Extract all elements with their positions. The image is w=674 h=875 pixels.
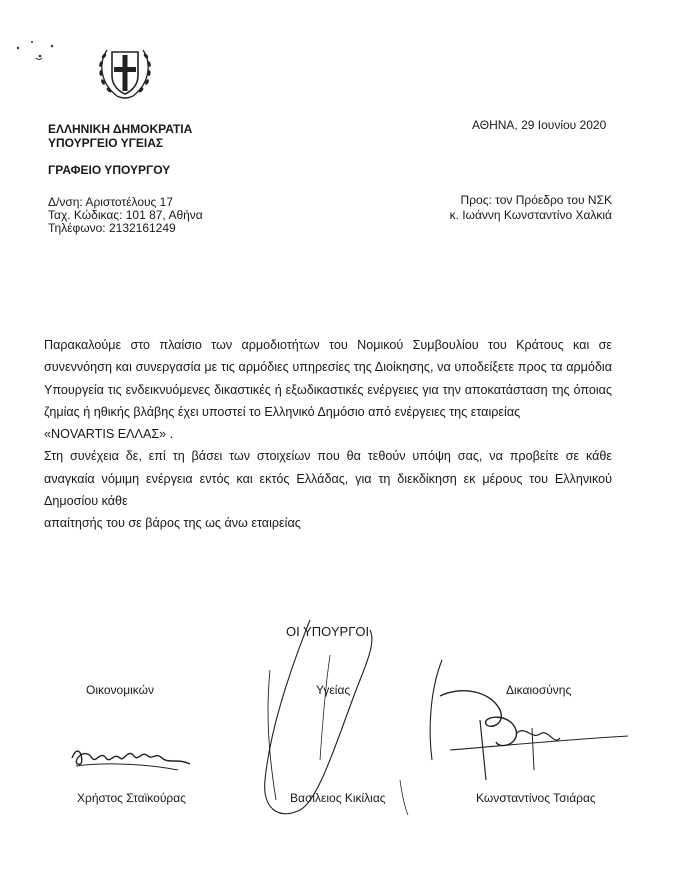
body-paragraph-1-end: «NOVARTIS ΕΛΛΑΣ» . xyxy=(44,427,174,442)
coat-of-arms-emblem-icon xyxy=(95,40,155,102)
recipient-line-1: Προς: τον Πρόεδρο του ΝΣΚ xyxy=(460,193,612,207)
body-paragraph-2: Στη συνέχεια δε, επί τη βάσει των στοιχείων που θα τεθούν υπόψη σας, να προβείτε σε κάθε αναγκαία νόμιμη ενέργεια εντός και εκτός Ελλάδας, για τη διεκδίκηση εκ μέρους του Ελληνικού Δημοσίου κάθε xyxy=(44,449,612,509)
address-phone: Τηλέφωνο: 2132161249 xyxy=(48,221,176,235)
body-paragraph-1: Παρακαλούμε στο πλαίσιο των αρμοδιοτήτων του Νομικού Συμβουλίου του Κράτους και σε συνεννόηση και συνεργασία με τις αρμόδιες υπηρεσίες της Διοίκησης, να υποδείξετε προς τα αρμόδια Υπουργεία τις ενδεικνυόμενες δικαστικές ή εξωδικαστικές ενέργειες για την αποκατάσταση της όποιας ζημίας ή ηθικής βλάβης έχει υποστεί το Ελληνικό Δημόσιο από ενέργειες της εταιρείας xyxy=(44,338,612,419)
address-street: Δ/νση: Αριστοτέλους 17 xyxy=(48,195,174,209)
minister-role-health: Υγείας xyxy=(316,683,351,697)
signature-finance-icon xyxy=(66,728,206,778)
ministry-name: ΥΠΟΥΡΓΕΙΟ ΥΓΕΙΑΣ xyxy=(48,136,164,150)
minister-name-finance: Χρήστος Σταϊκούρας xyxy=(77,791,186,805)
minister-name-justice: Κωνσταντίνος Τσιάρας xyxy=(476,791,596,805)
republic-name: ΕΛΛΗΝΙΚΗ ΔΗΜΟΚΡΑΤΙΑ xyxy=(48,122,193,136)
scan-specks xyxy=(10,30,70,70)
address-postal: Ταχ. Κώδικας: 101 87, Αθήνα xyxy=(48,208,203,222)
minister-role-justice: Δικαιοσύνης xyxy=(506,683,572,697)
recipient-line-2: κ. Ιωάννη Κωνσταντίνο Χαλκιά xyxy=(449,208,612,222)
body-paragraph-2-end: απαίτησής του σε βάρος της ως άνω εταιρείας xyxy=(44,516,301,531)
minister-role-finance: Οικονομικών xyxy=(86,683,155,697)
ministers-heading: ΟΙ ΥΠΟΥΡΓΟΙ xyxy=(286,624,370,639)
office-name: ΓΡΑΦΕΙΟ ΥΠΟΥΡΓΟΥ xyxy=(48,163,171,177)
minister-name-health: Βασίλειος Κικίλιας xyxy=(290,791,386,805)
signature-justice-icon xyxy=(420,650,640,800)
letter-body xyxy=(44,334,612,535)
letter-date: ΑΘΗΝΑ, 29 Ιουνίου 2020 xyxy=(472,118,607,132)
